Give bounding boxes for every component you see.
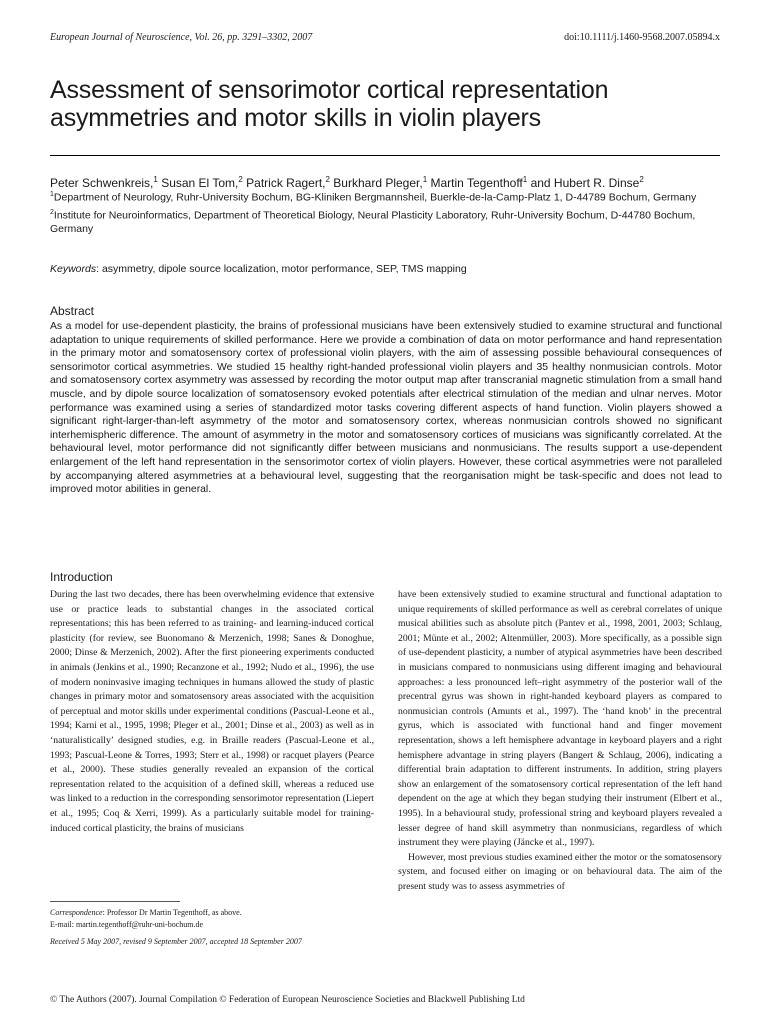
correspondence-label: Correspondence [50, 908, 103, 917]
running-head [50, 32, 720, 43]
copyright-line: © The Authors (2007). Journal Compilation © Federation of European Neuroscience Societies and Blackwell Publishing Ltd [50, 995, 525, 1005]
author: Martin Tegenthoff [430, 176, 523, 190]
correspondence-text: : Professor Dr Martin Tegenthoff, as above. [102, 908, 242, 917]
correspondence-note [50, 907, 380, 931]
article-title: Assessment of sensorimotor cortical representation asymmetries and motor skills in violin players [50, 76, 609, 132]
title-divider [50, 155, 720, 156]
doi[interactable]: doi:10.1111/j.1460-9568.2007.05894.x [564, 32, 720, 43]
abstract-body: As a model for use-dependent plasticity, the brains of professional musicians have been extensively studied to examine structural and functional adaptation to unique requirements of skilled performance. Here we provide a combination of data on motor performance and hand representation in the primary motor and somatosensory cortex of professional violin players, with the aim of assessing possible behavioural consequences of sensorimotor cortical asymmetries. We studied 15 healthy right-handed professional violin players and 35 healthy nonmusician controls. Motor and somatosensory cortex asymmetry was assessed by recording the motor output map after transcranial magnetic stimulation from a small hand muscle, and by dipole source localization of somatosensory evoked potentials after electrical stimulation of the median and ulnar nerves. Motor performance was examined using a series of standardized motor tasks covering different aspects of hand function. Violin players showed a significant right-larger-than-left asymmetry of the motor and somatosensory cortex, whereas nonmusician controls showed no significant interhemispheric difference. The amount of asymmetry in the motor and somatosensory cortices of musicians was significantly correlated. At the behavioural level, motor performance did not significantly differ between musicians and nonmusicians. The results support a use-dependent enlargement of the left hand representation in the sensorimotor cortex of violin players. However, these cortical asymmetries were not paralleled by accompanying altered asymmetries at a behavioural level, suggesting that the reorganisation might be task-specific and does not lead to improved motor abilities in general. [50, 321, 722, 496]
affiliation [50, 206, 740, 237]
affiliation [50, 188, 740, 205]
author-affil-sup: 2 [639, 175, 644, 184]
intro-right-column [398, 588, 722, 894]
author-affil-sup: 2 [325, 175, 330, 184]
journal-citation: European Journal of Neuroscience, Vol. 26, pp. 3291–3302, 2007 [50, 32, 313, 43]
intro-left-column: During the last two decades, there has been overwhelming evidence that extensive use or practice leads to substantial changes in the associated cortical representations; this has been referred to as training- and learning-induced cortical plasticity (for review, see Buonomano & Merzenich, 1998; Sanes & Donoghue, 2000; Dinse & Merzenich, 2002). After the first pioneering experiments conducted in animals (Jenkins et al., 1990; Recanzone et al., 1992; Nudo et al., 1996), the use of modern noninvasive imaging techniques in humans allowed the study of plastic changes in primary motor and somatosensory areas associated with the acquisition of perceptual and motor skills under experimental conditions (Pascual-Leone et al., 1994; Karni et al., 1995, 1998; Pleger et al., 2001; Dinse et al., 2003) as well as in ‘naturalistically’ designed studies, e.g. in Braille readers (Pascual-Leone et al., 1993; Pascual-Leone & Torres, 1993; Sterr et al., 1998) or racquet players (Pearce et al., 2000). These studies generally revealed an expansion of the cortical representation related to the acquisition of a defined skill, whereas a reduced use was linked to a reduction in the corresponding sensorimotor representation (Liepert et al., 1995; Coq & Xerri, 1999). As a particularly suitable model for training-induced cortical plasticity, the brains of musicians [50, 589, 374, 834]
author: Peter Schwenkreis, [50, 176, 154, 190]
author-affil-sup: 1 [153, 175, 158, 184]
author-affil-sup: 1 [522, 175, 528, 184]
author: Patrick Ragert, [246, 176, 326, 190]
correspondence-email[interactable]: E-mail: martin.tegenthoff@ruhr-uni-bochum.de [50, 920, 204, 929]
author: Susan El Tom, [161, 176, 239, 190]
intro-paragraph: have been extensively studied to examine structural and functional adaptation to unique requirements of skilled performance as well as cerebral correlates of unique musical abilities such as absolute pitch (Pantev et al., 1998, 2001, 2003; Schlaug, 2001; Münte et al., 2002; Altenmüller, 2003). More specifically, as a possible sign of use-dependent plasticity, a number of atypical asymmetries have been described in musicians compared to nonmusicians using different imaging and behavioural approaches: a less pronounced left–right asymmetry of the posterior wall of the precentral gyrus was shown in right-handed keyboard players as compared to nonmusician controls (Amunts et al., 1997). The ‘hand knob’ in the precentral gyrus, which is associated with functional hand and finger movement representation, shows a left hemisphere advantage in keyboard players and a right hemisphere advantage in string players (Bangert & Schlaug, 2006), indicating a differential brain adaptation to different instruments. In addition, string players show an enlargement of the somatosensory cortical representation of the left hand dependent on the age at which they began studying their instrument (Elbert et al., 1995). In a behavioural study, professional string and keyboard players revealed a lesser degree of hand skill asymmetry than nonmusicians, regardless of which instrument they were playing (Jäncke et al., 1997). [398, 589, 722, 849]
footnote-divider [50, 901, 180, 902]
author: Burkhard Pleger, [333, 176, 423, 190]
received-dates: Received 5 May 2007, revised 9 September 2007, accepted 18 September 2007 [50, 937, 302, 946]
affil-sup: 1 [50, 191, 54, 198]
abstract-heading: Abstract [50, 304, 95, 318]
affil-text: Institute for Neuroinformatics, Department of Theoretical Biology, Neural Plasticity Laboratory, Ruhr-University Bochum, D-44780 Bochum, Germany [50, 209, 696, 235]
intro-paragraph: However, most previous studies examined either the motor or the somatosensory system, and focused either on imaging or on behavioural data. The aim of the present study was to assess asymmetries of [398, 851, 722, 892]
keywords-label: Keywords [50, 263, 97, 275]
author: and Hubert R. Dinse [530, 176, 640, 190]
keywords-text: : asymmetry, dipole source localization, motor performance, SEP, TMS mapping [96, 263, 467, 275]
introduction-heading: Introduction [50, 570, 113, 584]
affiliations [50, 188, 740, 237]
author-affil-sup: 2 [238, 175, 243, 184]
keywords [50, 262, 740, 276]
affil-text: Department of Neurology, Ruhr-University Bochum, BG-Kliniken Bergmannsheil, Buerkle-de-la-Camp-Platz 1, D-44789 Bochum, Germany [53, 191, 697, 204]
affil-sup: 2 [50, 208, 54, 216]
author-affil-sup: 1 [422, 175, 428, 184]
